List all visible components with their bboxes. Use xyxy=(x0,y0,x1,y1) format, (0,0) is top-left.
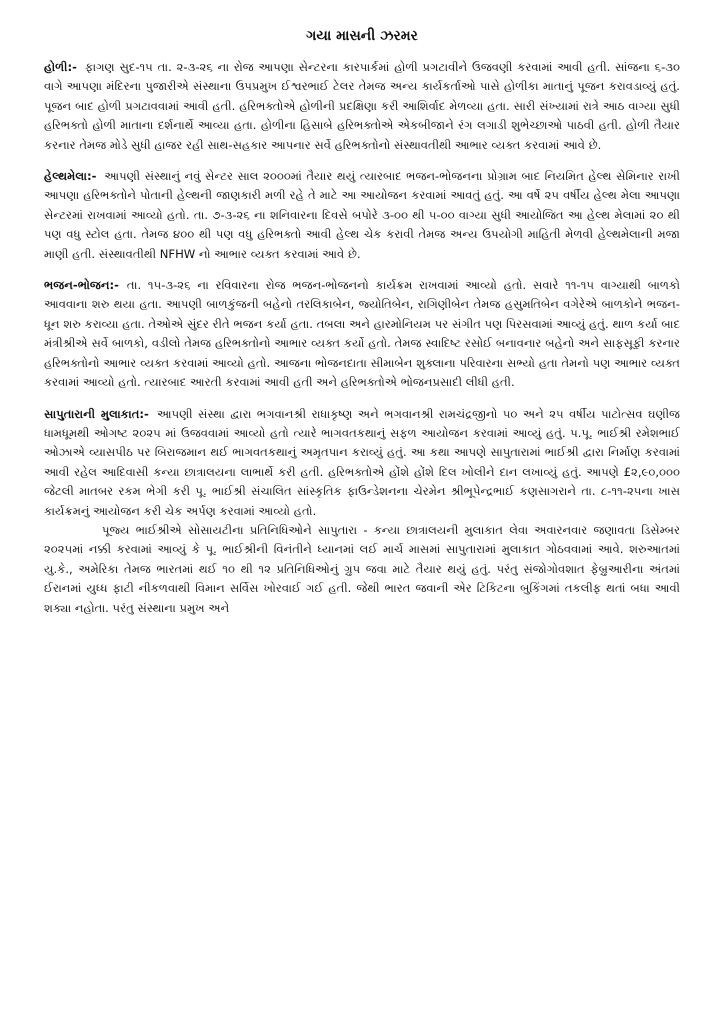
section-heading: સાપુતારાની મુલાકાત:- xyxy=(44,406,149,421)
section-paragraph xyxy=(44,405,680,521)
section-body: તા. ૧૫-૩-૨૬ ના રવિવારના રોજ ભજન-ભોજનનો કાર્યક્રમ રાખવામાં આવ્યો હતો. સવારે ૧૧-૧૫ વાગ્યાથી બાળકો આવવાના શરુ થયા હતા. આપણી બાળકુંજની બહેનો તરલિકાબેન, જ્યોતિબેન, રાગિણીબેન તેમજ હસુમતિબેન વગેરેએ બાળકોને ભજન-ધૂન શરુ કરાવ્યા હતા. તેઓએ સુંદર રીતે ભજન કર્યા હતા. તબલા અને હારમોનિયમ પર સંગીત પણ પિરસવામાં આવ્યું હતું. થાળ કર્યા બાદ મંત્રીશ્રીએ સર્વે બાળકો, વડીલો તેમજ હરિભક્તોનો આભાર વ્યક્ત કર્યો હતો. તેમજ સ્વાદિષ્ટ રસોઈ બનાવનાર બહેનો અને સાફસૂફી કરનાર હરિભક્તોનો આભાર વ્યક્ત કરવામાં આવ્યો હતો. આજના ભોજનદાતા સીમાબેન શુક્લાના પરિવારના સભ્યો હતા તેમનો પણ આભાર વ્યક્ત કરવામાં આવ્યો હતો. ત્યારબાદ આરતી કરવામાં આવી હતી અને હરિભક્તોએ ભોજનપ્રસાદી લીધી હતી. xyxy=(44,278,680,390)
document-page xyxy=(44,26,680,630)
section-paragraph-continued: પૂજ્ય ભાઈશ્રીએ સોસાયટીના પ્રતિનિધિઓને સાપુતારા - કન્યા છાત્રાલયની મુલાકાત લેવા અવારનવાર જણાવતા ડિસેમ્બર ૨૦૨૫માં નક્કી કરવામાં આવ્યું કે પૂ. ભાઈશ્રીની વિનંતીને ધ્યાનમાં લઈ માર્ચ માસમાં સાપુતારામાં મુલાકાત ગોઠવવામાં આવે. શરુઆતમાં યુ.કે., અમેરિકા તેમજ ભારતમાં થઈ ૧૦ થી ૧૨ પ્રતિનિધિઓનું ગ્રુપ જવા માટે તૈયાર થયું હતું. પરંતુ સંજોગોવશાત ફેબ્રુઆરીના અંતમાં ઈરાનમાં યુધ્ધ ફાટી નીકળવાથી વિમાન સર્વિસ ખોરવાઈ ગઈ હતી. જેથી ભારત જવાની એર ટિકિટના બુકિંગમાં તકલીફ થતાં બધા આવી શક્યા નહોતા. પરંતુ સંસ્થાના પ્રમુખ અને xyxy=(44,522,680,615)
section-paragraph xyxy=(44,276,680,392)
section-heading: હોળી:- xyxy=(44,60,77,74)
section-body: આપણી સંસ્થાનું નવું સેન્ટર સાલ ૨૦૦૦માં તૈયાર થયું ત્યારબાદ ભજન-ભોજનના પ્રોગ્રામ બાદ નિયમિત હેલ્થ સેમિનાર રાખી આપણા હરિભક્તોને પોતાની હેલ્થની જાણકારી મળી રહે તે માટે આ આયોજન કરવામાં આવતું હતું. આ વર્ષે ૨૫ વર્ષીય હેલ્થ મેલા આપણા સેન્ટરમાં રાખવામાં આવ્યો હતો. તા. ૭-૩-૨૬ ના શનિવારના દિવસે બપોરે ૩-૦૦ થી ૫-૦૦ વાગ્યા સુધી આયોજિત આ હેલ્થ મેલામાં ૨૦ થી પણ વધુ સ્ટોલ હતા. તેમજ ૪૦૦ થી પણ વધુ હરિભક્તો આવી હેલ્થ ચેક કરાવી તેમજ અન્ય ઉપયોગી માહિતી મેળવી હેલ્થમેલાની મજા માણી હતી. સંસ્થાવતીથી NFHW નો આભાર વ્યક્ત કરવામાં આવે છે. xyxy=(44,169,680,261)
section-body: આપણી સંસ્થા દ્વારા ભગવાનશ્રી રાધાકૃષ્ણ અને ભગવાનશ્રી રામચંદ્રજીનો ૫૦ અને ૨૫ વર્ષીય પાટોત્સવ ઘણીજ ધામધૂમથી ઓગષ્ટ ૨૦૨૫ માં ઉજવવામાં આવ્યો હતો ત્યારે ભાગવતકથાનું સફળ આયોજન કરવામાં આવ્યું હતું. પ.પૂ. ભાઈશ્રી રમેશભાઈ ઓઝાએ વ્યાસપીઠ પર બિરાજમાન થઈ ભાગવતકથાનું અમૃતપાન કરાવ્યું હતું. આ કથા આપણે સાપુતારામાં ભાઈશ્રી દ્વારા નિર્માણ કરવામાં આવી રહેલ આદિવાસી કન્યા છાત્રાલયના લાભાર્થે કરી હતી. હરિભક્તોએ હોંશે હોંશે દિલ ખોલીને દાન લખાવ્યું હતું. આપણે £૨,૯૦,૦૦૦ જેટલી માતબર રકમ ભેગી કરી પૂ. ભાઈશ્રી સંચાલિત સાંસ્કૃતિક ફાઉન્ડેશનના ચેરમેન શ્રીભૂપેન્દ્રભાઈ કણસાગરાને તા. ૮-૧૧-૨૫ના ખાસ કાર્યક્રમનું આયોજન કરી ચેક અર્પણ કરવામાં આવ્યો હતો. xyxy=(44,406,680,518)
section-paragraph xyxy=(44,58,680,155)
section-bhajan-bhojan xyxy=(44,276,680,392)
section-saputara-visit xyxy=(44,405,680,618)
section-body: ફાગણ સુદ-૧૫ તા. ૨-૩-૨૬ ના રોજ આપણા સેન્ટરના કારપાર્કમાં હોળી પ્રગટાવીને ઉજવણી કરવામાં આવી હતી. સાંજના ૬-૩૦ વાગે આપણા મંદિરના પુજારીએ સંસ્થાના ઉપપ્રમુખ ઈશ્વરભાઈ ટેલર તેમજ અન્ય કાર્યકર્તાઓ પાસે હોળીકા માતાનું પૂજન કરાવડાવ્યું હતું. પૂજન બાદ હોળી પ્રગટાવવામાં આવી હતી. હરિભક્તોએ હોળીની પ્રદક્ષિણા કરી આશિર્વાદ મેળવ્યા હતા. સારી સંખ્યામાં રાત્રે આઠ વાગ્યા સુધી હરિભક્તો હોળી માતાના દર્શનાર્થે આવ્યા હતા. હોળીના હિસાબે હરિભક્તોએ એકબીજાને રંગ લગાડી શુભેચ્છાઓ પાઠવી હતી. હોળી તૈયાર કરનાર તેમજ મોડે સુધી હાજર રહી સાથ-સહકાર આપનાર સર્વે હરિભક્તોનો સંસ્થાવતીથી આભાર વ્યક્ત કરવામાં આવે છે. xyxy=(44,60,680,152)
section-health-mela xyxy=(44,167,680,264)
section-holi xyxy=(44,58,680,155)
page-title: ગયા માસની ઝરમર xyxy=(306,28,418,44)
section-heading: ભજન-ભોજન:- xyxy=(44,278,119,293)
section-paragraph xyxy=(44,167,680,264)
section-heading: હેલ્થમેલા:- xyxy=(44,169,97,184)
